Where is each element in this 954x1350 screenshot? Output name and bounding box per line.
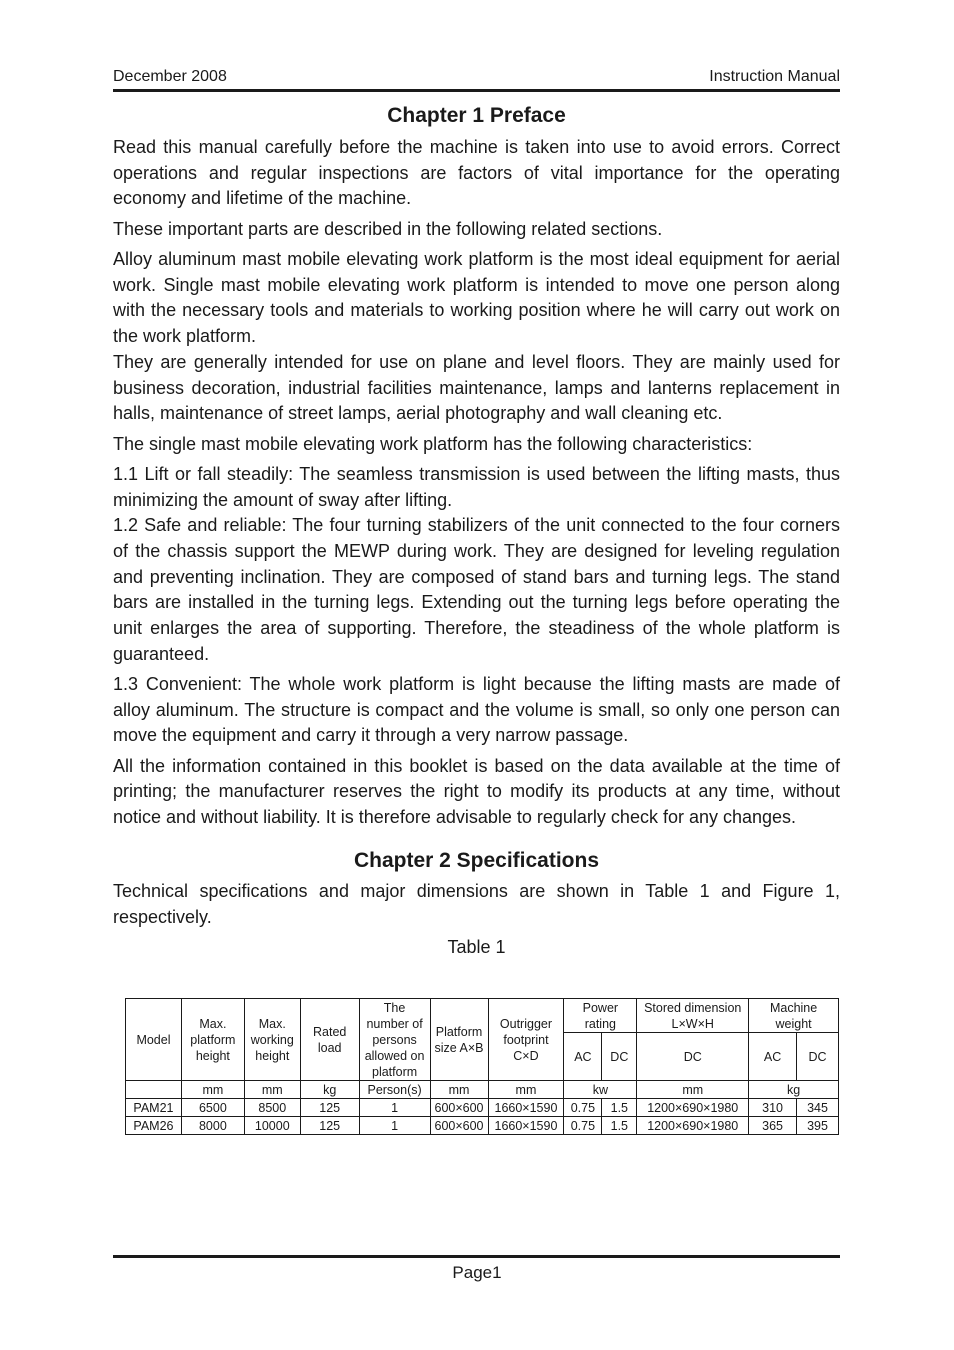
header-power-ac: AC [564,1033,602,1081]
table-header-row [126,999,839,1033]
chapter1-paragraph: They are generally intended for use on plane and level floors. They are mainly used for business decoration, industrial facilities maintenance, lamps and lanterns replacement in halls, maintenance of street lamps, aerial photography and wall cleaning etc. [113,351,840,424]
unit-platform-size: mm [430,1081,488,1099]
specifications-table [125,998,839,1135]
unit-max-platform-height: mm [181,1081,244,1099]
chapter1-title: Chapter 1 Preface [387,104,566,127]
header-title: Instruction Manual [709,68,840,85]
cell-persons: 1 [359,1099,430,1117]
cell-weight-dc: 395 [797,1117,839,1135]
cell-weight-dc: 345 [797,1099,839,1117]
cell-power-ac: 0.75 [564,1099,602,1117]
header-weight-ac: AC [749,1033,797,1081]
chapter1-paragraph: These important parts are described in the following related sections. [113,218,663,239]
cell-rated-load: 125 [300,1099,359,1117]
cell-platform-size: 600×600 [430,1117,488,1135]
header-weight-dc: DC [797,1033,839,1081]
header-outrigger-footprint: Outrigger footprint C×D [488,999,564,1081]
header-model: Model [126,999,182,1081]
chapter1-paragraph: All the information contained in this booklet is based on the data available at the time of printing; the manufacturer reserves the right to modify its products at any time, without notice and without liability. It is therefore advisable to regularly check for any changes. [113,755,840,828]
table-caption: Table 1 [447,936,506,957]
header-stored-dc: DC [637,1033,749,1081]
cell-outrigger-footprint: 1660×1590 [488,1099,564,1117]
chapter1-paragraph: Alloy aluminum mast mobile elevating work platform is the most ideal equipment for aerial work. Single mast mobile elevating work platform is intended to move one person along with the necessary tools and materials to working position where he will carry out work on the work platform. [113,249,840,347]
unit-weight: kg [749,1081,839,1099]
unit-power: kw [564,1081,637,1099]
header-date: December 2008 [113,68,227,85]
chapter1-paragraph: The single mast mobile elevating work platform has the following characteristics: [113,433,753,454]
chapter2-intro: Technical specifications and major dimensions are shown in Table 1 and Figure 1, respectively. [113,880,840,927]
header-power-rating: Power rating [564,999,637,1033]
header-power-dc: DC [602,1033,637,1081]
header-platform-size: Platform size A×B [430,999,488,1081]
cell-stored-dimension: 1200×690×1980 [637,1117,749,1135]
cell-platform-size: 600×600 [430,1099,488,1117]
header-machine-weight: Machine weight [749,999,839,1033]
chapter1-paragraph: 1.3 Convenient: The whole work platform is light because the lifting masts are made of alloy aluminum. The structure is compact and the volume is small, so only one person can move the equipment and carry it through a very narrow passage. [113,674,840,746]
cell-max-working-height: 10000 [244,1117,300,1135]
page-content [113,100,840,974]
cell-outrigger-footprint: 1660×1590 [488,1117,564,1135]
table-row [126,1099,839,1117]
chapter2-title: Chapter 2 Specifications [353,848,600,872]
unit-model [126,1081,182,1099]
cell-weight-ac: 365 [749,1117,797,1135]
unit-stored-dimension: mm [637,1081,749,1099]
unit-outrigger-footprint: mm [488,1081,564,1099]
page-number: Page1 [452,1263,502,1282]
cell-persons: 1 [359,1117,430,1135]
cell-power-ac: 0.75 [564,1117,602,1135]
chapter1-paragraph: 1.1 Lift or fall steadily: The seamless transmission is used between the lifting masts, thus minimizing the amount of sway after lifting. [113,463,840,510]
unit-persons: Person(s) [359,1081,430,1099]
cell-model: PAM21 [126,1099,182,1117]
cell-power-dc: 1.5 [602,1099,637,1117]
cell-power-dc: 1.5 [602,1117,637,1135]
header-persons: The number of persons allowed on platform [359,999,430,1081]
chapter1-paragraph: 1.2 Safe and reliable: The four turning stabilizers of the unit connected to the four corners of the chassis support the MEWP during work. They are designed for leveling regulation and preventing inclination. They are composed of stand bars and turning legs. The stand bars are installed in the turning legs. Extending out the turning legs before operating the unit enlarges the area of supporting. Therefore, the steadiness of the whole platform is guaranteed. [113,515,840,664]
cell-max-platform-height: 8000 [181,1117,244,1135]
header-max-platform-height: Max. platform height [181,999,244,1081]
header-stored-dimension: Stored dimension L×W×H [637,999,749,1033]
unit-max-working-height: mm [244,1081,300,1099]
footer-divider [113,1255,840,1258]
cell-stored-dimension: 1200×690×1980 [637,1099,749,1117]
cell-max-platform-height: 6500 [181,1099,244,1117]
cell-max-working-height: 8500 [244,1099,300,1117]
unit-rated-load: kg [300,1081,359,1099]
cell-weight-ac: 310 [749,1099,797,1117]
table-row [126,1117,839,1135]
header-max-working-height: Max. working height [244,999,300,1081]
chapter1-paragraph: Read this manual carefully before the machine is taken into use to avoid errors. Correct operations and regular inspections are factors of vital importance for the operating economy and lifetime of the machine. [113,137,840,209]
page-header [113,68,840,92]
table-units-row [126,1081,839,1099]
header-rated-load: Rated load [300,999,359,1081]
cell-model: PAM26 [126,1117,182,1135]
cell-rated-load: 125 [300,1117,359,1135]
